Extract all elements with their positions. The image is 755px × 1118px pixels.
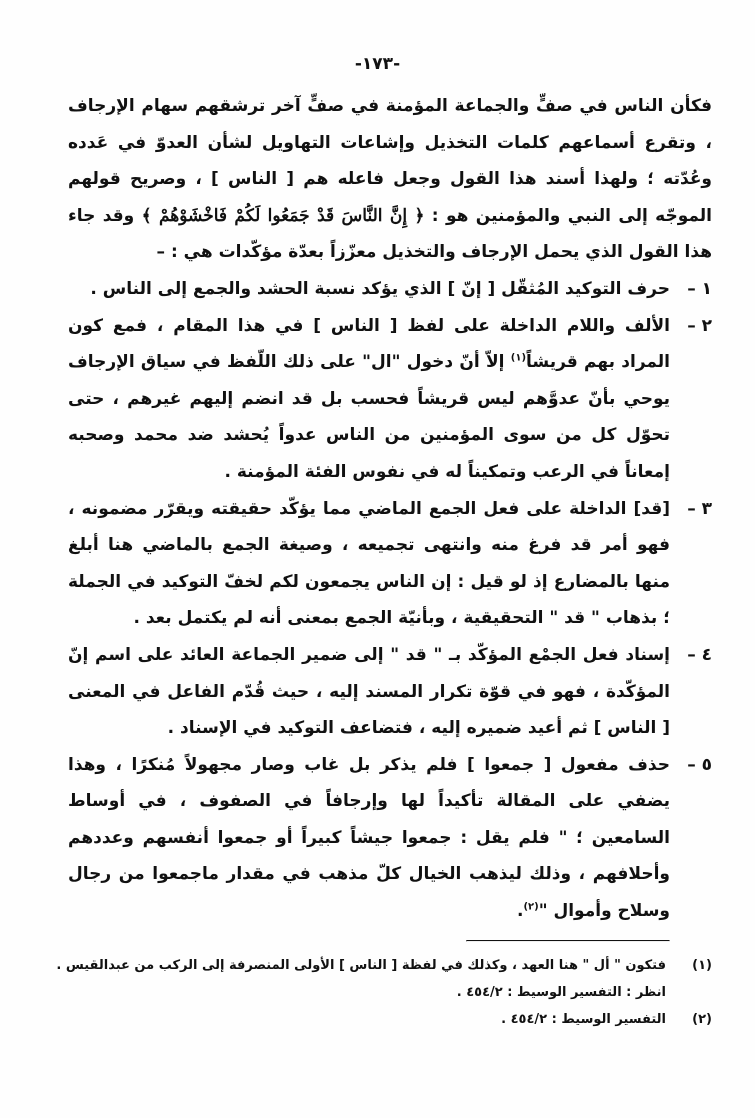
intro-paragraph (68, 88, 712, 271)
intro-text: فكأن الناس في صفٍّ والجماعة المؤمنة في صفٍّ آخر ترشقهم سهام الإرجاف ، وتقرع أسماعهم كلمات التخذيل وإشاعات التهاويل لشأن العدوّ في عَدده وعُدّته ؛ ولهذا أسند هذا القول وجعل فاعله هم [ الناس ] ، وصريح قولهم الموجّه إلى النبي والمؤمنين هو : (68, 96, 713, 226)
footnote-text: التفسير الوسيط : ٤٥٤/٢ . (501, 1012, 666, 1027)
item-text: الألف واللام الداخلة على لفظ [ الناس ] في هذا المقام ، فمع كون المراد بهم قريشاً (68, 315, 671, 373)
item-text-continuation: . (516, 901, 524, 922)
item-number: ٢ – (687, 315, 712, 336)
item-number: ١ – (687, 278, 712, 299)
emphasis-list (68, 271, 712, 930)
footnotes (50, 952, 712, 1033)
item-number: ٥ – (687, 754, 712, 775)
item-text: حذف مفعول [ جمعوا ] فلم يذكر بل غاب وصار مجهولاً مُنكرًا ، وهذا يضفي على المقالة تأكيداً لها وإرجافاً في الصفوف ، في أوساط السامعين ؛ " فلم يقل : جمعوا جيشاً كبيراً أو جمعوا أنفسهم وعددهم وأحلافهم ، وذلك ليذهب الخيال كلّ مذهب في مقدار ماجمعوا من رجال وسلاح وأموال " (68, 754, 670, 922)
footnote-number: (١) (692, 958, 712, 973)
item-text-continuation: إلاّ أنّ دخول "ال" على ذلك اللّفظ في سياق الإرجاف يوحي بأنّ عدوَّهم ليس قريشاً فحسب بل قد انضم إليهم غيرهم ، حتى تحوّل كل من سوى المؤمنين من الناس عدواً يُحشد ضد محمد وصحبه إمعاناً في الرعب وتمكيناً له في نفوس الفئة المؤمنة . (68, 352, 670, 482)
main-text (68, 88, 712, 930)
list-item (68, 271, 712, 308)
footnote (50, 952, 712, 1006)
footnote-divider (466, 940, 670, 942)
footnote-number: (٢) (692, 1012, 712, 1027)
item-number: ٣ – (687, 498, 712, 519)
footnote-ref-2: (٢) (523, 901, 539, 913)
list-item (68, 308, 712, 491)
footnote (50, 1006, 712, 1033)
intro-continuation: وقد جاء هذا القول الذي يحمل الإرجاف والتخذيل معزّزاً بعدّة مؤكّدات هي : – (68, 205, 712, 263)
list-item (68, 637, 712, 747)
item-text: [قد] الداخلة على فعل الجمع الماضي مما يؤكّد حقيقته ويقرّر مضمونه ، فهو أمر قد فرغ منه وانتهى تجميعه ، وصيغة الجمع بالماضي هنا أبلغ منها بالمضارع إذ لو قيل : إن الناس يجمعون لكم لخفّ التوكيد في الجملة ؛ بذهاب " قد " التحقيقية ، وبأنيّة الجمع بمعنى أنه لم يكتمل بعد . (68, 498, 670, 629)
item-text: حرف التوكيد المُثقّل [ إنّ ] الذي يؤكد نسبة الحشد والجمع إلى الناس . (90, 278, 670, 299)
footnote-ref-1: (١) (510, 352, 527, 364)
page-number: -١٧٣- (354, 54, 401, 74)
list-item (68, 747, 712, 930)
item-number: ٤ – (687, 644, 712, 665)
list-item (68, 491, 712, 637)
item-text: إسناد فعل الجمْع المؤكّد بـ " قد " إلى ضمير الجماعة العائد على اسم إنّ المؤكّدة ، فهو في قوّة تكرار المسند إليه ، حيث قُدّم الفاعل في المعنى [ الناس ] ثم أعيد ضميره إليه ، فتضاعف التوكيد في الإسناد . (68, 644, 670, 739)
footnote-text: فتكون " أل " هنا العهد ، وكذلك في لفظة [ الناس ] الأولى المنصرفة إلى الركب من عبدالقيس . انظر : التفسير الوسيط : ٤٥٤/٢ . (56, 958, 666, 1000)
quran-verse: ﴿ إِنَّ النَّاسَ قَدْ جَمَعُوا لَكُمْ فَاخْشَوْهُمْ ﴾ (141, 205, 425, 226)
